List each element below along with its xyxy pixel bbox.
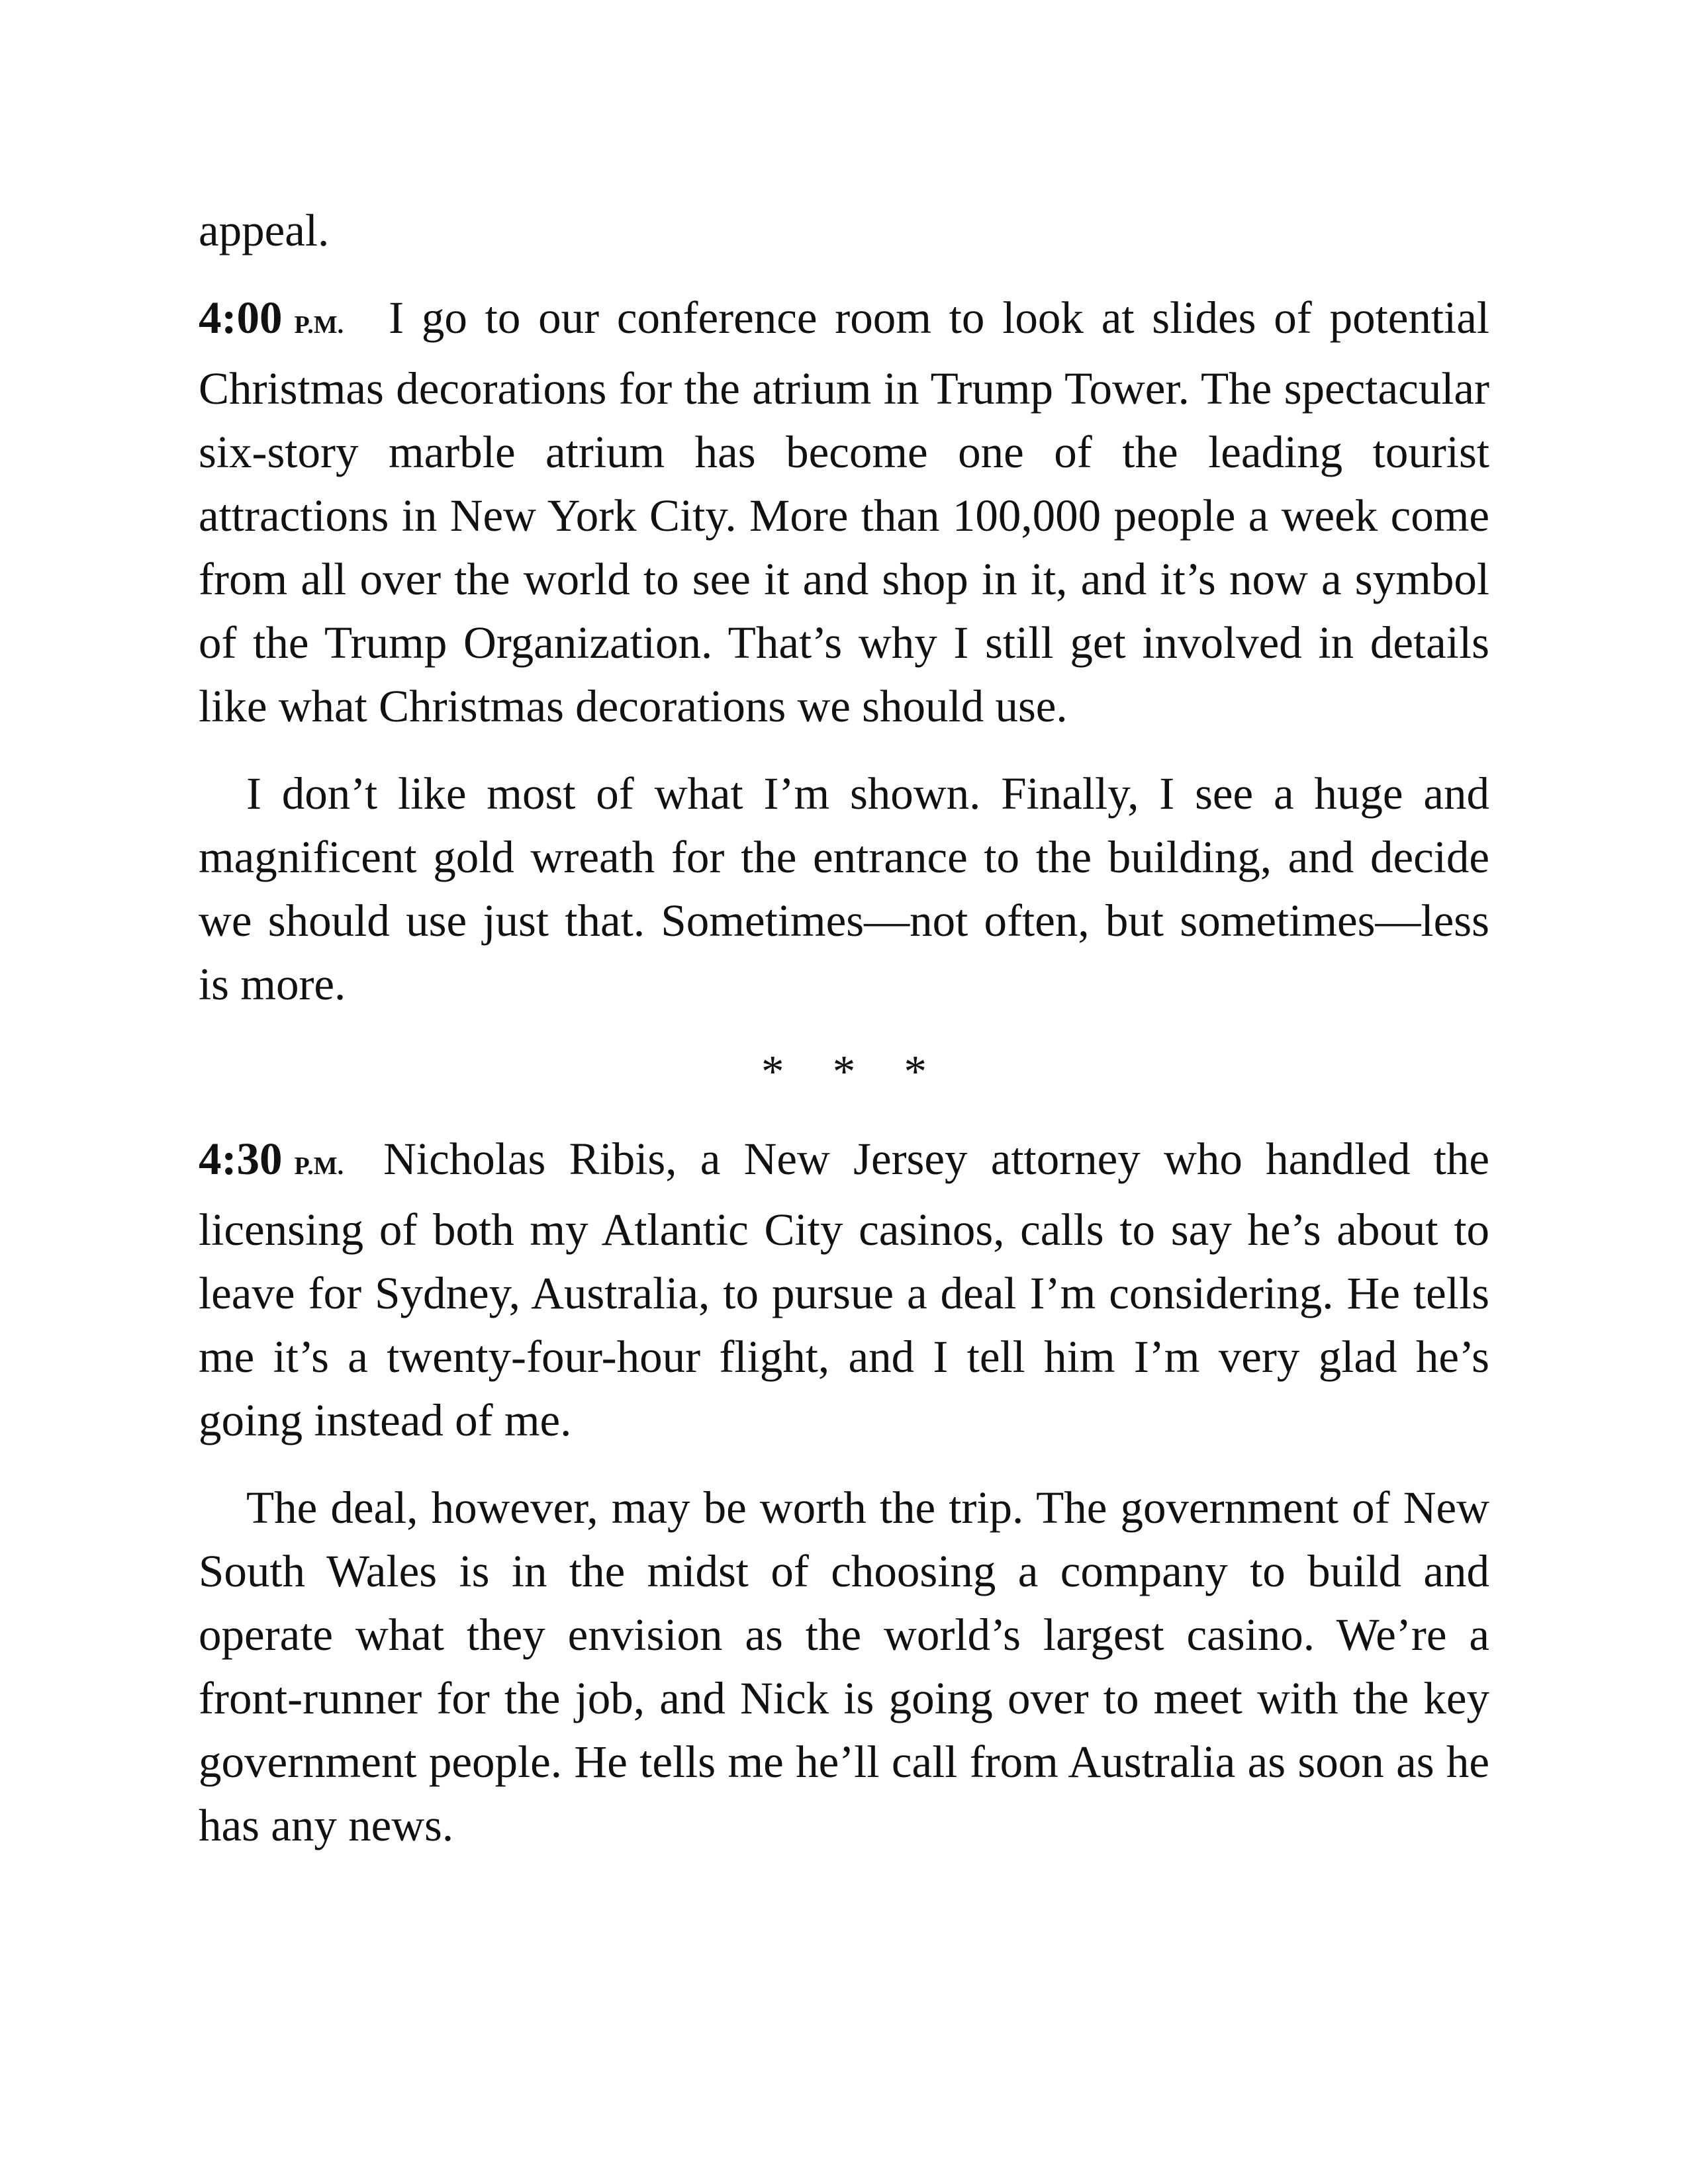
entry-text: I go to our conference room to look at slides of potential Christmas decorations for the atrium in Trump Tower. The spectacular six-story marble atrium has become one of the leading tourist attractions in New York City. More than 100,000 people a week come from all over the world to see it and shop in it, and it’s now a symbol of the Trump Organization. That’s why I still get involved in details like what Christmas decorations we should use.: [199, 293, 1489, 731]
entry-time: 4:30: [199, 1134, 283, 1184]
entry-400-followup-paragraph: I don’t like most of what I’m shown. Finally, I see a huge and magnificent gold wreath for the entrance to the building, and decide we should use just that. Sometimes—not often, but sometimes—less is more.: [199, 768, 1489, 1009]
book-page: [199, 199, 1489, 1857]
entry-meridiem: P.M.: [294, 311, 344, 339]
section-break: * * *: [761, 1046, 945, 1097]
entry-time: 4:00: [199, 293, 283, 343]
entry-430-followup-paragraph: The deal, however, may be worth the trip. The government of New South Wales is in the midst of choosing a company to build and operate what they envision as the world’s largest casino. We’re a front-runner for the job, and Nick is going over to meet with the key government people. He tells me he’ll call from Australia as soon as he has any news.: [199, 1482, 1489, 1850]
entry-400-paragraph: [199, 286, 1489, 738]
continuation-text: appeal.: [199, 205, 330, 255]
entry-430-paragraph: [199, 1127, 1489, 1452]
entry-text: Nicholas Ribis, a New Jersey attorney who handled the licensing of both my Atlantic City casinos, calls to say he’s about to leave for Sydney, Australia, to pursue a deal I’m considering. He tells me it’s a twenty-four-hour flight, and I tell him I’m very glad he’s going instead of me.: [199, 1134, 1489, 1445]
entry-meridiem: P.M.: [294, 1152, 344, 1180]
